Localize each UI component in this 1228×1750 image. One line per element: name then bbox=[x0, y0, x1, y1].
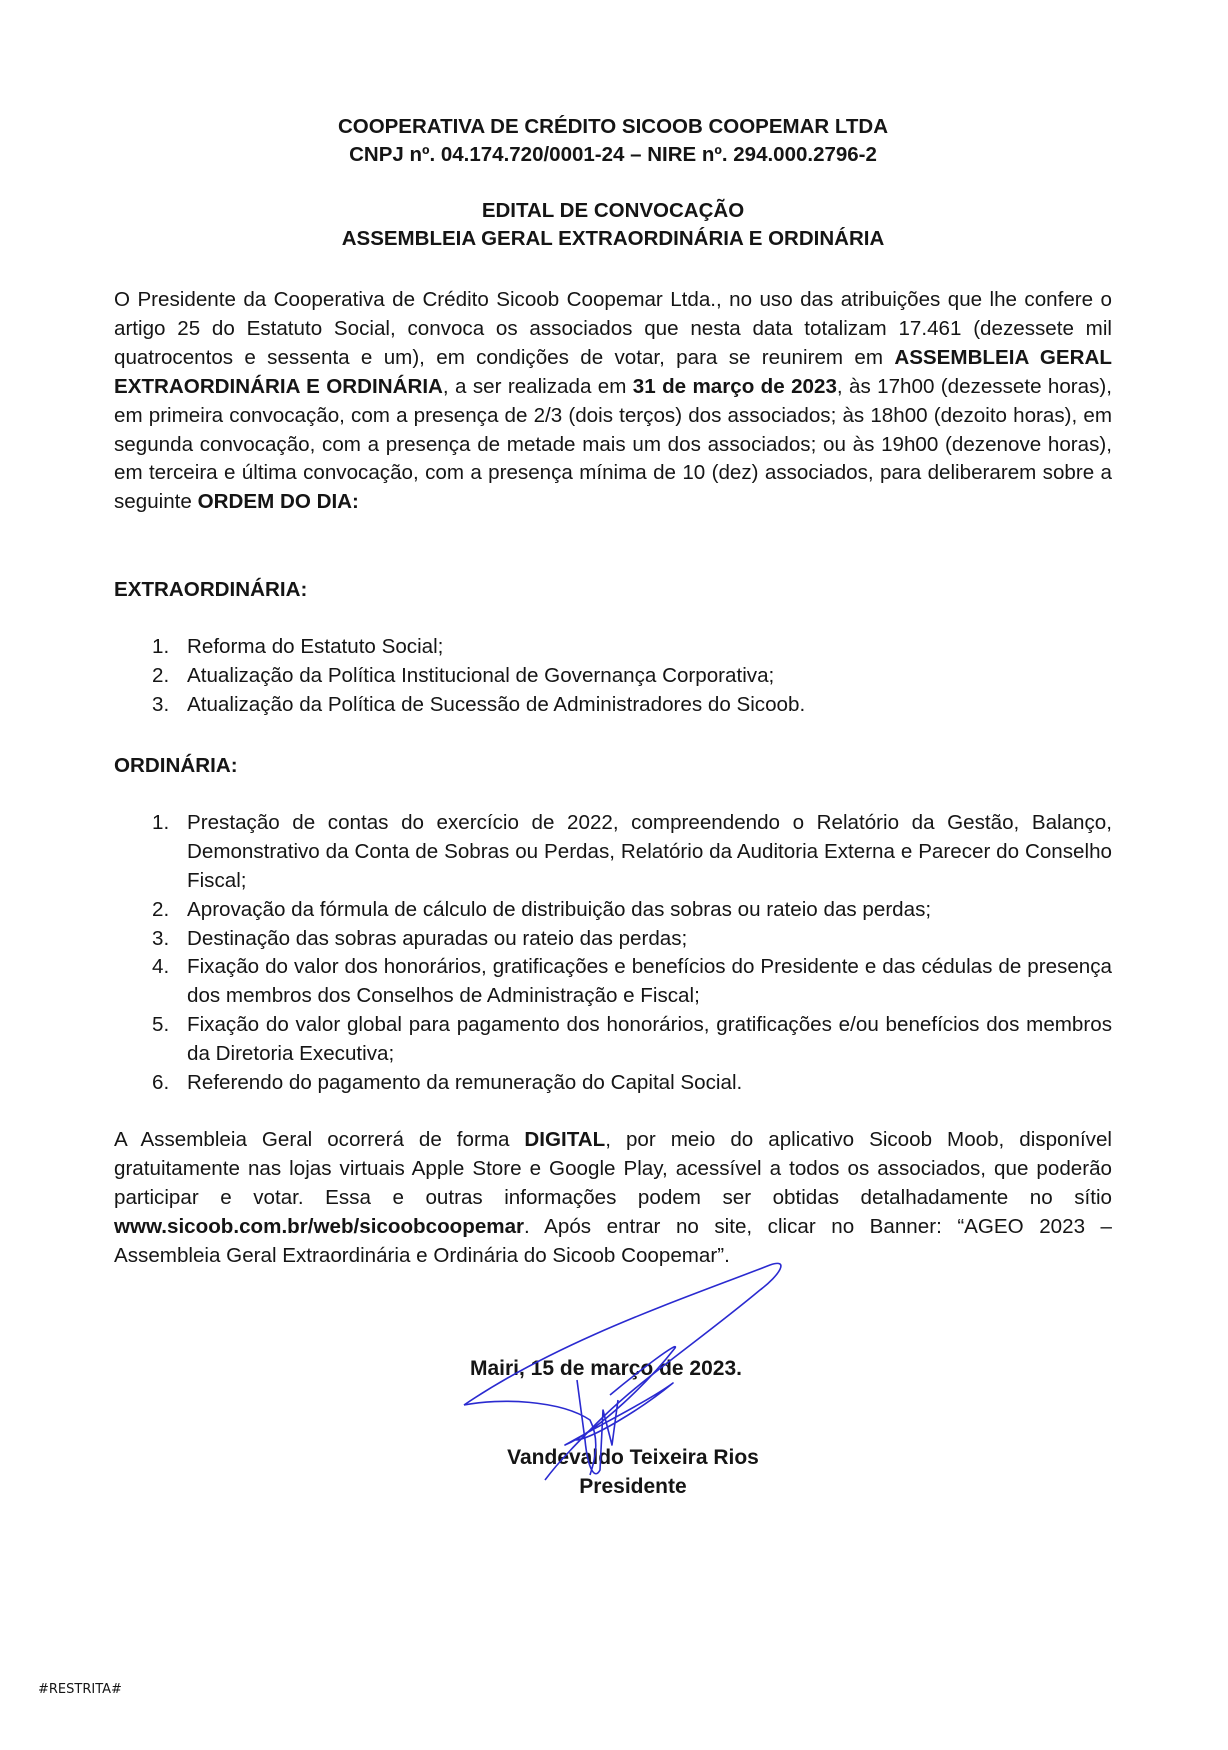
intro-text: , às 17h00 (dezessete horas), em primeira convocação, com a presença de 2/3 (dois terços) dos associados; às 18h00 (dezoito horas), em segunda convocação, com a presença de metade mais um dos associados; ou às 19h00 (dezenove horas), em terceira e última convocação, com a presença mínima de 10 (dez) associados, para deliberarem sobre a seguinte bbox=[114, 374, 1112, 514]
item-text: Aprovação da fórmula de cálculo de distribuição das sobras ou rateio das perdas; bbox=[187, 897, 932, 921]
closing-text: A Assembleia Geral ocorrerá de forma bbox=[114, 1128, 525, 1151]
item-number: 3. bbox=[152, 692, 170, 716]
section-heading: ORDINÁRIA: bbox=[114, 754, 238, 777]
item-number: 2. bbox=[152, 897, 170, 921]
closing-text: , por meio do aplicativo Sicoob Moob, disponível gratuitamente nas lojas virtuais Apple Store e Google Play, acessível a todos os associados, que poderão participar e votar. Essa e outras informações podem ser obtidas detalhadamente no sítio bbox=[114, 1128, 1112, 1209]
signature-strokes bbox=[464, 1263, 781, 1480]
item-number: 6. bbox=[152, 1071, 170, 1095]
website-link[interactable]: www.sicoob.com.br/web/sicoobcoopemar bbox=[114, 1214, 525, 1238]
classification-label: #RESTRITA# bbox=[38, 1682, 122, 1697]
place-date: Mairi, 15 de março de 2023. bbox=[470, 1357, 742, 1380]
agenda-label: ORDEM DO DIA: bbox=[197, 490, 359, 514]
intro-text: O Presidente da Cooperativa de Crédito Sicoob Coopemar Ltda., no uso das atribuições que lhe confere o artigo 25 do Estatuto Social, convoca os associados que nesta data totalizam 17.461 (dezessete mil quatrocentos e sessenta e um), em condições de votar, para se reunirem em bbox=[114, 288, 1112, 369]
signatory-name: Vandevaldo Teixeira Rios bbox=[507, 1446, 759, 1469]
format-label: DIGITAL bbox=[524, 1128, 606, 1151]
item-text: Fixação do valor global para pagamento dos honorários, gratificações e/ou benefícios dos membros da Diretoria Executiva; bbox=[187, 1013, 1112, 1066]
item-number: 1. bbox=[152, 810, 170, 834]
item-number: 2. bbox=[152, 663, 170, 687]
assembly-date: 31 de março de 2023 bbox=[632, 374, 837, 398]
item-number: 4. bbox=[152, 955, 170, 979]
section-heading: EXTRAORDINÁRIA: bbox=[114, 578, 308, 601]
organization-ids: CNPJ nº. 04.174.720/0001-24 – NIRE nº. 294.000.2796-2 bbox=[349, 143, 877, 166]
item-text: Prestação de contas do exercício de 2022, compreendendo o Relatório da Gestão, Balanço, Demonstrativo da Conta de Sobras ou Perdas, Relatório da Auditoria Externa e Parecer do Conselho Fiscal; bbox=[187, 810, 1112, 892]
organization-name: COOPERATIVA DE CRÉDITO SICOOB COOPEMAR LTDA bbox=[337, 115, 889, 138]
document-subtitle: ASSEMBLEIA GERAL EXTRAORDINÁRIA E ORDINÁRIA bbox=[341, 227, 885, 250]
item-number: 3. bbox=[152, 926, 170, 950]
item-text: Atualização da Política de Sucessão de Administradores do Sicoob. bbox=[187, 692, 806, 716]
item-text: Atualização da Política Institucional de Governança Corporativa; bbox=[187, 663, 775, 687]
intro-text: , a ser realizada em bbox=[442, 374, 633, 398]
item-text: Referendo do pagamento da remuneração do Capital Social. bbox=[187, 1071, 743, 1095]
item-number: 5. bbox=[152, 1013, 170, 1037]
item-number: 1. bbox=[152, 634, 170, 658]
item-text: Destinação das sobras apuradas ou rateio das perdas; bbox=[187, 926, 688, 950]
signatory-role: Presidente bbox=[579, 1475, 687, 1498]
closing-text: . Após entrar no site, clicar no Banner: “AGEO 2023 – Assembleia Geral Extraordinária e Ordinária do Sicoob Coopemar”. bbox=[114, 1214, 1112, 1267]
document-title: EDITAL DE CONVOCAÇÃO bbox=[481, 199, 745, 222]
item-text: Fixação do valor dos honorários, gratificações e benefícios do Presidente e das cédulas de presença dos membros dos Conselhos de Administração e Fiscal; bbox=[187, 955, 1112, 1008]
assembly-name: ASSEMBLEIA GERAL EXTRAORDINÁRIA E ORDINÁRIA bbox=[114, 345, 1112, 398]
item-text: Reforma do Estatuto Social; bbox=[187, 634, 444, 658]
